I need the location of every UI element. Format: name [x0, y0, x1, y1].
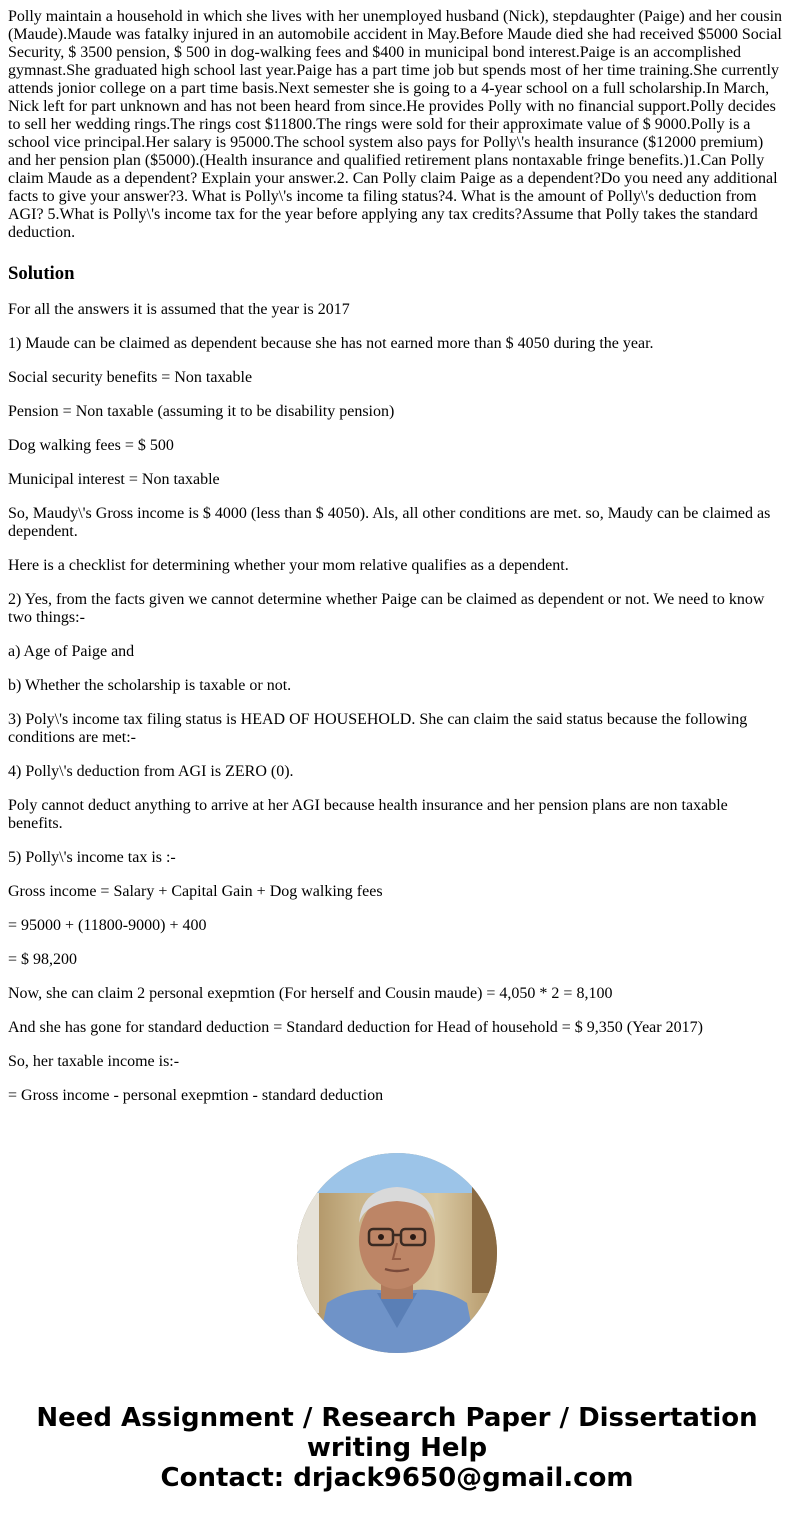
solution-paragraph: Social security benefits = Non taxable — [8, 369, 253, 386]
solution-paragraph: 4) Polly\'s deduction from AGI is ZERO (0). — [8, 763, 294, 780]
promo-line: Need Assignment / Research Paper / Dissertation — [36, 1403, 758, 1433]
solution-paragraph: a) Age of Paige and — [8, 643, 135, 660]
author-photo — [297, 1153, 497, 1353]
solution-paragraph: = $ 98,200 — [8, 951, 78, 968]
solution-body — [8, 301, 786, 1105]
solution-paragraph: Now, she can claim 2 personal exepmtion (For herself and Cousin maude) = 4,050 * 2 = 8,100 — [8, 985, 613, 1002]
solution-paragraph: = Gross income - personal exepmtion - standard deduction — [8, 1087, 384, 1104]
author-avatar — [297, 1153, 497, 1353]
solution-paragraph: So, her taxable income is:- — [8, 1053, 180, 1070]
solution-paragraph: 1) Maude can be claimed as dependent because she has not earned more than $ 4050 during the year. — [8, 335, 654, 352]
solution-paragraph: Gross income = Salary + Capital Gain + Dog walking fees — [8, 883, 383, 900]
solution-paragraph: For all the answers it is assumed that the year is 2017 — [8, 301, 350, 318]
solution-paragraph: So, Maudy\'s Gross income is $ 4000 (less than $ 4050). Als, all other conditions are met. so, Maudy can be claimed as dependent. — [8, 505, 771, 540]
solution-paragraph: Here is a checklist for determining whether your mom relative qualifies as a dependent. — [8, 557, 569, 574]
solution-heading: Solution — [8, 263, 75, 284]
promo-line: writing Help — [306, 1433, 488, 1463]
document-body — [8, 8, 786, 1105]
solution-paragraph: 2) Yes, from the facts given we cannot determine whether Paige can be claimed as dependent or not. We need to know two things:- — [8, 591, 765, 626]
promo-contact: Contact: drjack9650@gmail.com — [160, 1463, 634, 1493]
solution-paragraph: = 95000 + (11800-9000) + 400 — [8, 917, 207, 934]
question-text: Polly maintain a household in which she lives with her unemployed husband (Nick), stepdaughter (Paige) and her cousin (Maude).Maude was fatalky injured in an automobile accident in May.Before Maude died she had received $5000 Social Security, $ 3500 pension, $ 500 in dog-walking fees and $400 in municipal bond interest.Paige is an accomplished gymnast.She graduated high school last year.Paige has a part time job but spends most of her time training.She currently attends jonior college on a part time basis.Next semester she is going to a 4-year school on a full scholarship.In March, Nick left for part unknown and has not been heard from since.He provides Polly with no financial support.Polly decides to sell her wedding rings.The rings cost $11800.The rings were sold for their approximate value of $ 9000.Polly is a school vice principal.Her salary is 95000.The school system also pays for Polly\'s health insurance ($12000 premium) and her pension plan ($5000).(Health insurance and qualified retirement plans nontaxable fringe benefits.)1.Can Polly claim Maude as a dependent? Explain your answer.2. Can Polly claim Paige as a dependent?Do you need any additional facts to give your answer?3. What is Polly\'s income ta filing status?4. What is the amount of Polly\'s deduction from AGI? 5.What is Polly\'s income tax for the year before applying any tax credits?Assume that Polly takes the standard deduction. — [8, 8, 783, 241]
solution-paragraph: Municipal interest = Non taxable — [8, 471, 220, 488]
solution-paragraph: 3) Poly\'s income tax filing status is HEAD OF HOUSEHOLD. She can claim the said status because the following conditions are met:- — [8, 711, 748, 746]
solution-paragraph: Pension = Non taxable (assuming it to be disability pension) — [8, 403, 395, 420]
promo-banner — [0, 1403, 794, 1493]
solution-paragraph: And she has gone for standard deduction = Standard deduction for Head of household = $ 9,350 (Year 2017) — [8, 1019, 703, 1036]
solution-paragraph: Dog walking fees = $ 500 — [8, 437, 174, 454]
solution-paragraph: b) Whether the scholarship is taxable or not. — [8, 677, 292, 694]
solution-paragraph: 5) Polly\'s income tax is :- — [8, 849, 176, 866]
solution-paragraph: Poly cannot deduct anything to arrive at her AGI because health insurance and her pension plans are non taxable benefits. — [8, 797, 728, 832]
